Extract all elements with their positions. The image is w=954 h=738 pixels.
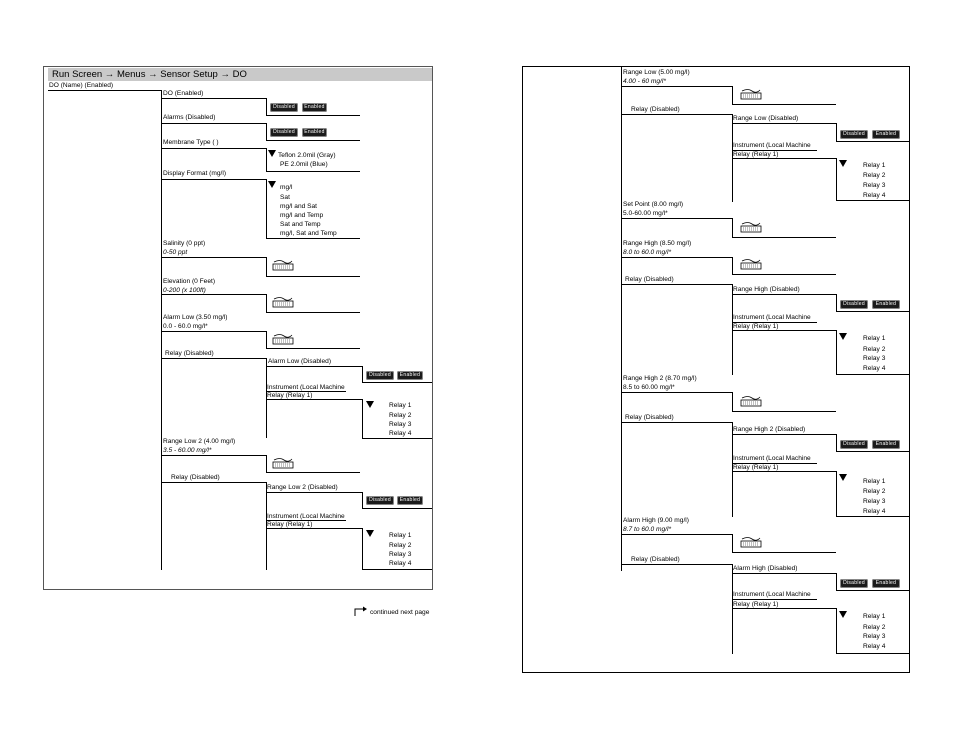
alarm-low-disabled-label[interactable]: Alarm Low (Disabled) <box>268 358 332 365</box>
keyboard-icon[interactable] <box>740 221 762 233</box>
relay-option[interactable]: Relay 3 <box>389 551 412 558</box>
conn-line <box>266 257 267 276</box>
relay-option[interactable]: Relay 4 <box>863 365 886 372</box>
relay-disabled-label[interactable]: Relay (Disabled) <box>165 350 214 357</box>
conn-line <box>266 179 267 238</box>
display-option[interactable]: mg/l and Sat <box>280 203 318 210</box>
relay-relay1-label[interactable]: Relay (Relay 1) <box>267 392 313 399</box>
enabled-button[interactable]: Enabled <box>302 103 327 112</box>
page-header <box>48 68 432 81</box>
conn-line <box>362 382 432 383</box>
instrument-label[interactable]: Instrument (Local Machine <box>267 513 345 520</box>
relay-relay1-label[interactable]: Relay (Relay 1) <box>733 323 779 330</box>
range-high2-label[interactable]: Range High 2 (8.70 mg/l) <box>623 375 697 382</box>
keyboard-icon[interactable] <box>272 333 294 345</box>
conn-line <box>162 98 267 99</box>
conn-line <box>836 653 909 654</box>
conn-line <box>266 399 363 400</box>
dropdown-triangle-icon[interactable] <box>839 333 847 340</box>
alarm-high-range: 8.7 to 60.0 mg/l* <box>623 526 672 533</box>
enabled-button[interactable]: Enabled <box>872 579 900 588</box>
conn-line <box>266 171 360 172</box>
relay-option[interactable]: Relay 1 <box>863 478 886 485</box>
keyboard-icon[interactable] <box>740 88 762 100</box>
conn-line <box>732 257 733 274</box>
relay-disabled-label[interactable]: Relay (Disabled) <box>625 276 674 283</box>
conn-line <box>732 218 733 237</box>
membrane-option[interactable]: PE 2.0mil (Blue) <box>280 161 328 168</box>
conn-line <box>732 552 836 553</box>
display-option[interactable]: Sat <box>280 194 290 201</box>
conn-line <box>362 366 363 382</box>
conn-line <box>836 608 837 654</box>
dropdown-triangle-icon[interactable] <box>366 401 374 408</box>
set-point-label[interactable]: Set Point (8.00 mg/l) <box>623 201 684 208</box>
conn-line <box>266 312 360 313</box>
conn-line <box>732 294 837 295</box>
relay-option[interactable]: Relay 3 <box>863 498 886 505</box>
conn-line <box>162 148 267 149</box>
conn-line <box>836 590 909 591</box>
elevation-range: 0-200 (x 100ft) <box>163 287 206 294</box>
dropdown-triangle-icon[interactable] <box>839 474 847 481</box>
conn-line <box>732 104 836 105</box>
conn-line <box>622 218 733 219</box>
conn-line <box>836 573 837 590</box>
conn-line <box>732 573 837 574</box>
elevation-label[interactable]: Elevation (0 Feet) <box>163 278 216 285</box>
disabled-button[interactable]: Disabled <box>270 103 298 112</box>
alarms-label[interactable]: Alarms (Disabled) <box>163 114 216 121</box>
conn-line <box>162 123 267 124</box>
right-page-top-rule <box>522 66 910 67</box>
conn-line <box>266 115 360 116</box>
disabled-button[interactable]: Disabled <box>270 128 298 137</box>
alarm-high-disabled-label[interactable]: Alarm High (Disabled) <box>733 565 798 572</box>
relay-relay1-label[interactable]: Relay (Relay 1) <box>733 151 779 158</box>
conn-line <box>622 86 733 87</box>
display-format-label[interactable]: Display Format (mg/l) <box>163 170 227 177</box>
conn-line <box>732 392 733 411</box>
display-option[interactable]: Sat and Temp <box>280 221 321 228</box>
conn-line <box>162 482 267 483</box>
instrument-label[interactable]: Instrument (Local Machine <box>733 455 811 462</box>
membrane-type-label[interactable]: Membrane Type ( ) <box>163 139 219 146</box>
relay-disabled-label[interactable]: Relay (Disabled) <box>631 106 680 113</box>
enabled-button[interactable]: Enabled <box>397 371 423 380</box>
relay-option[interactable]: Relay 1 <box>863 335 886 342</box>
relay-option[interactable]: Relay 2 <box>389 542 412 549</box>
display-option[interactable]: mg/l <box>280 184 293 191</box>
range-high2-range: 8.5 to 60.00 mg/l* <box>623 384 675 391</box>
relay-relay1-label[interactable]: Relay (Relay 1) <box>733 601 779 608</box>
relay-option[interactable]: Relay 4 <box>389 430 412 437</box>
conn-line <box>836 434 837 451</box>
display-option[interactable]: mg/l, Sat and Temp <box>280 230 337 237</box>
conn-line <box>266 276 360 277</box>
conn-line <box>266 140 360 141</box>
conn-line <box>362 508 432 509</box>
root-node: DO (Name) (Enabled) <box>49 82 114 89</box>
disabled-button[interactable]: Disabled <box>840 579 868 588</box>
salinity-label[interactable]: Salinity (0 ppt) <box>163 240 206 247</box>
conn-line <box>162 179 267 180</box>
alarm-high-label[interactable]: Alarm High (9.00 mg/l) <box>623 517 689 524</box>
relay-option[interactable]: Relay 2 <box>389 412 412 419</box>
relay-option[interactable]: Relay 4 <box>863 192 886 199</box>
conn-line <box>266 123 267 140</box>
conn-line <box>732 86 733 104</box>
conn-line <box>836 141 909 142</box>
conn-line <box>266 294 267 312</box>
conn-line <box>362 399 363 439</box>
relay-relay1-label[interactable]: Relay (Relay 1) <box>267 521 313 528</box>
disabled-button[interactable]: Disabled <box>840 440 868 449</box>
relay-relay1-label[interactable]: Relay (Relay 1) <box>733 464 779 471</box>
enabled-button[interactable]: Enabled <box>872 300 900 309</box>
instrument-label[interactable]: Instrument (Local Machine <box>733 591 811 598</box>
relay-option[interactable]: Relay 4 <box>863 508 886 515</box>
header-breadcrumb: Run Screen → Menus → Sensor Setup → DO <box>52 69 247 80</box>
range-high-disabled-label[interactable]: Range High (Disabled) <box>733 286 800 293</box>
relay-option[interactable]: Relay 2 <box>863 624 886 631</box>
conn-line <box>836 374 909 375</box>
conn-line <box>732 608 837 609</box>
relay-option[interactable]: Relay 2 <box>863 488 886 495</box>
conn-line <box>732 534 733 552</box>
conn-line <box>162 358 267 359</box>
disabled-button[interactable]: Disabled <box>840 130 868 139</box>
conn-line <box>732 274 836 275</box>
conn-line <box>622 534 733 535</box>
conn-line <box>622 257 733 258</box>
conn-line <box>266 148 267 172</box>
conn-line <box>362 492 363 509</box>
conn-line <box>836 158 837 201</box>
range-high-range: 8.0 to 60.0 mg/l* <box>623 249 672 256</box>
conn-line <box>622 392 733 393</box>
relay-disabled-label[interactable]: Relay (Disabled) <box>631 556 680 563</box>
conn-line <box>836 516 909 517</box>
relay-option[interactable]: Relay 2 <box>863 346 886 353</box>
conn-line <box>732 237 836 238</box>
conn-line <box>836 471 837 517</box>
conn-line <box>836 311 909 312</box>
conn-line <box>266 492 363 493</box>
keyboard-icon[interactable] <box>740 258 762 270</box>
conn-line <box>622 284 733 285</box>
conn-line <box>266 455 267 472</box>
conn-line <box>836 123 837 141</box>
conn-line <box>732 411 836 412</box>
enabled-button[interactable]: Enabled <box>397 496 423 505</box>
conn-line <box>266 366 363 367</box>
do-enabled-label[interactable]: DO (Enabled) <box>163 90 204 97</box>
conn-line <box>836 330 837 375</box>
range-high-label[interactable]: Range High (8.50 mg/l) <box>623 240 692 247</box>
dropdown-triangle-icon[interactable] <box>839 160 847 167</box>
relay-option[interactable]: Relay 3 <box>863 355 886 362</box>
range-low-label[interactable]: Range Low (5.00 mg/l) <box>623 69 690 76</box>
display-option[interactable]: mg/l and Temp <box>280 212 324 219</box>
continued-next-page: continued next page <box>370 609 430 616</box>
main-branch-line <box>161 90 162 570</box>
relay-option[interactable]: Relay 1 <box>389 532 412 539</box>
relay-option[interactable]: Relay 4 <box>863 643 886 650</box>
relay-option[interactable]: Relay 3 <box>863 182 886 189</box>
membrane-option[interactable]: Teflon 2.0mil (Gray) <box>278 152 336 159</box>
keyboard-icon[interactable] <box>740 536 762 548</box>
conn-line <box>266 98 267 116</box>
root-underline <box>48 90 161 91</box>
conn-line <box>836 200 909 201</box>
conn-line <box>732 434 837 435</box>
conn-line <box>622 564 733 565</box>
keyboard-icon[interactable] <box>740 395 762 407</box>
conn-line <box>732 158 837 159</box>
conn-line <box>266 238 360 239</box>
range-low2-disabled-label[interactable]: Range Low 2 (Disabled) <box>267 484 338 491</box>
right-branch-line <box>621 66 622 571</box>
continue-arrow-icon <box>354 606 368 616</box>
conn-line <box>362 438 432 439</box>
relay-disabled-label[interactable]: Relay (Disabled) <box>171 474 220 481</box>
relay-option[interactable]: Relay 1 <box>863 162 886 169</box>
conn-line <box>732 599 817 600</box>
relay-option[interactable]: Relay 1 <box>389 402 412 409</box>
conn-line <box>266 331 267 348</box>
right-page-bottom-rule <box>522 672 910 673</box>
enabled-button[interactable]: Enabled <box>872 440 900 449</box>
set-point-range: 5.0-60.00 mg/l* <box>623 210 668 217</box>
relay-option[interactable]: Relay 2 <box>863 172 886 179</box>
keyboard-icon[interactable] <box>272 457 294 469</box>
range-low-range: 4.00 - 60 mg/l* <box>623 78 666 85</box>
conn-line <box>266 528 363 529</box>
conn-line <box>266 472 360 473</box>
range-low2-range: 3.5 - 60.00 mg/l* <box>163 447 212 454</box>
conn-line <box>362 528 363 570</box>
enabled-button[interactable]: Enabled <box>302 128 327 137</box>
conn-line <box>162 294 267 295</box>
range-high2-disabled-label[interactable]: Range High 2 (Disabled) <box>733 426 806 433</box>
dropdown-triangle-icon[interactable] <box>268 181 276 188</box>
conn-line <box>732 330 837 331</box>
alarm-low-label[interactable]: Alarm Low (3.50 mg/l) <box>163 314 228 321</box>
conn-line <box>162 455 267 456</box>
range-low-disabled-label[interactable]: Range Low (Disabled) <box>733 115 799 122</box>
conn-line <box>836 451 909 452</box>
dropdown-triangle-icon[interactable] <box>268 150 276 157</box>
keyboard-icon[interactable] <box>272 296 294 308</box>
alarm-low-range: 0.0 - 60.0 mg/l* <box>163 323 208 330</box>
right-page-right-rule <box>909 66 910 673</box>
dropdown-triangle-icon[interactable] <box>366 530 374 537</box>
instrument-label[interactable]: Instrument (Local Machine <box>733 314 811 321</box>
relay-disabled-label[interactable]: Relay (Disabled) <box>625 414 674 421</box>
enabled-button[interactable]: Enabled <box>872 130 900 139</box>
conn-line <box>162 257 267 258</box>
conn-line <box>836 294 837 311</box>
salinity-range: 0-50 ppt <box>163 249 188 256</box>
conn-line <box>732 564 733 654</box>
disabled-button[interactable]: Disabled <box>366 496 394 505</box>
relay-option[interactable]: Relay 4 <box>389 560 412 567</box>
conn-line <box>732 123 837 124</box>
conn-line <box>732 471 837 472</box>
conn-line <box>622 114 733 115</box>
instrument-label[interactable]: Instrument (Local Machine <box>733 142 811 149</box>
relay-option[interactable]: Relay 3 <box>389 421 412 428</box>
relay-option[interactable]: Relay 3 <box>863 633 886 640</box>
range-low2-label[interactable]: Range Low 2 (4.00 mg/l) <box>163 438 236 445</box>
conn-line <box>162 331 267 332</box>
disabled-button[interactable]: Disabled <box>366 371 394 380</box>
relay-option[interactable]: Relay 1 <box>863 613 886 620</box>
conn-line <box>622 422 733 423</box>
conn-line <box>362 569 432 570</box>
left-page-frame <box>43 66 433 590</box>
instrument-label[interactable]: Instrument (Local Machine <box>267 384 345 391</box>
disabled-button[interactable]: Disabled <box>840 300 868 309</box>
right-page-left-rule <box>522 66 523 673</box>
dropdown-triangle-icon[interactable] <box>839 611 847 618</box>
keyboard-icon[interactable] <box>272 259 294 271</box>
conn-line <box>266 348 360 349</box>
